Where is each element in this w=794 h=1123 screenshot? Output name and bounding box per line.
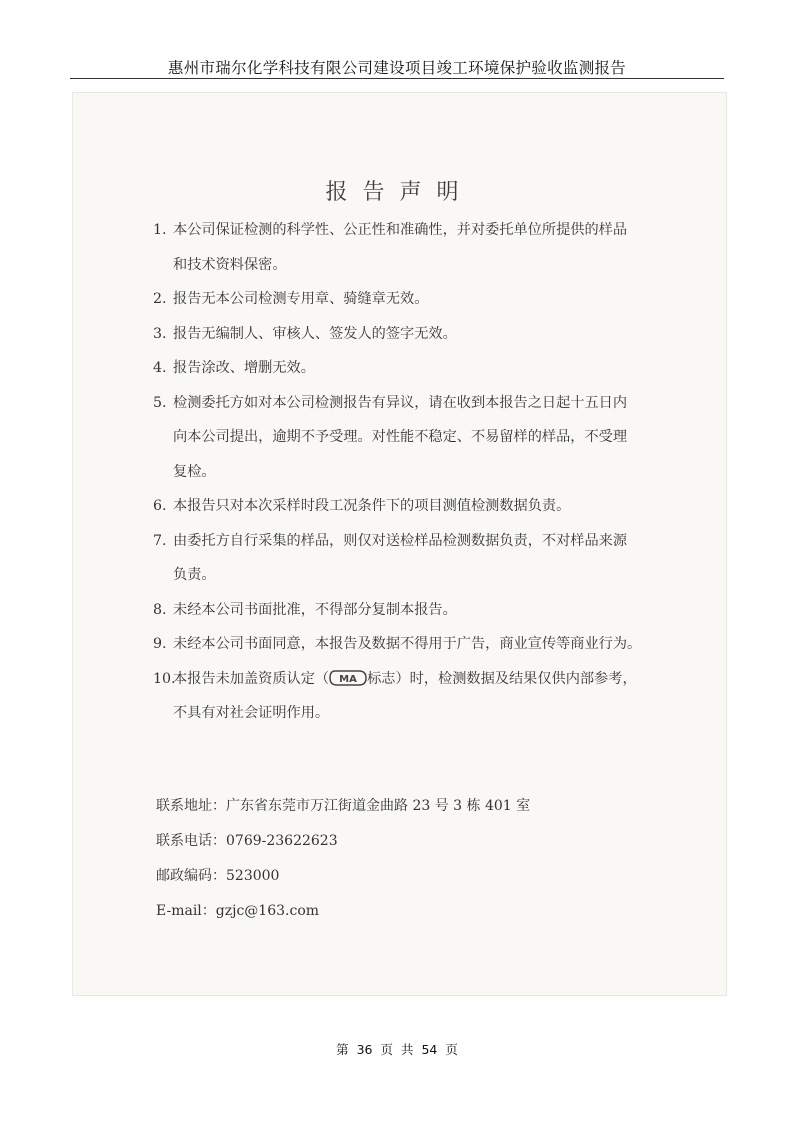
item-number: 3. [153,325,167,342]
footer-prefix: 第 [336,1042,349,1057]
contact-phone: 联系电话：0769-23622623 [156,833,338,849]
item-text: 由委托方自行采集的样品，则仅对送检样品检测数据负责，不对样品来源 [173,532,628,549]
total-page-number: 54 [421,1042,438,1057]
footer-total-label: 共 [400,1042,414,1057]
contact-info [156,789,656,929]
item-text: 本报告未加盖资质认定（ [173,670,330,687]
item-number: 1. [153,222,167,238]
statement-item-6 [153,489,663,524]
current-page-number: 36 [356,1042,373,1057]
item-number: 7. [153,532,167,549]
item-text: 报告无编制人、审核人、签发人的签字无效。 [173,325,457,342]
statement-title: 报告声明 [325,180,474,205]
footer-suffix: 页 [445,1042,458,1057]
statement-list [153,213,663,731]
item-text: 报告涂改、增删无效。 [173,360,315,376]
page-number-footer [0,1040,794,1058]
contact-email: E-mail：gzjc@163.com [156,903,320,919]
footer-page-label: 页 [380,1042,393,1057]
item-text-continued: 和技术资料保密。 [173,256,287,273]
contact-postcode: 邮政编码：523000 [156,868,280,884]
cma-certification-mark-icon [329,670,367,686]
statement-item-7 [153,524,663,593]
item-text-continued: 复检。 [173,463,216,480]
statement-item-2 [153,282,663,317]
item-text: 未经本公司书面同意，本报告及数据不得用于广告，商业宣传等商业行为。 [173,636,642,652]
item-number: 6. [153,498,167,514]
item-text-after-logo: 标志）时，检测数据及结果仅供内部参考， [367,670,637,687]
contact-address: 联系地址：广东省东莞市万江街道金曲路 23 号 3 栋 401 室 [156,798,531,814]
statement-item-5 [153,386,663,490]
statement-item-9 [153,627,663,662]
statement-item-8 [153,593,663,628]
item-text-continued: 不具有对社会证明作用。 [173,705,330,721]
item-text: 未经本公司书面批准，不得部分复制本报告。 [173,601,457,618]
item-number: 10. [153,670,176,687]
item-number: 2. [153,291,167,307]
item-text: 报告无本公司检测专用章、骑缝章无效。 [173,291,429,307]
item-number: 8. [153,601,167,618]
header-divider [70,78,724,79]
item-text-continued: 负责。 [173,567,216,583]
statement-item-4 [153,351,663,386]
item-number: 5. [153,394,167,411]
item-text: 本公司保证检测的科学性、公正性和准确性，并对委托单位所提供的样品 [173,222,628,238]
item-text: 本报告只对本次采样时段工况条件下的项目测值检测数据负责。 [173,498,571,514]
item-text-continued: 向本公司提出，逾期不予受理。对性能不稳定、不易留样的样品，不受理 [173,429,628,445]
statement-item-1 [153,213,663,282]
item-text: 检测委托方如对本公司检测报告有异议，请在收到本报告之日起十五日内 [173,394,628,411]
statement-item-3 [153,317,663,352]
statement-item-10 [153,662,663,731]
cma-logo-text: MA [339,673,357,685]
item-number: 9. [153,636,167,652]
scanned-statement-page [72,92,727,996]
item-number: 4. [153,360,167,376]
page-header-title: 惠州市瑞尔化学科技有限公司建设项目竣工环境保护验收监测报告 [167,59,627,77]
